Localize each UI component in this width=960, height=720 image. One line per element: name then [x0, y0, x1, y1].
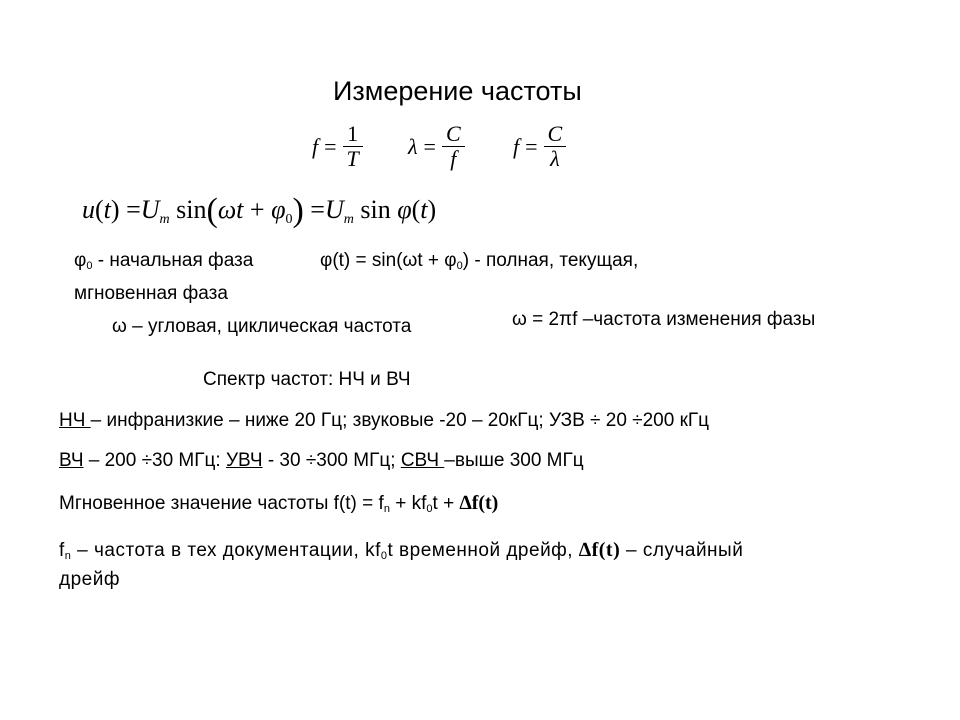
formula-sin: sin [176, 195, 207, 224]
instant-sub-0: 0 [426, 503, 433, 515]
shf-label: СВЧ [400, 450, 445, 471]
hf-line [59, 450, 584, 472]
documentation-frequency-line-cont: дрейф [59, 569, 120, 590]
uhf-text: - 30 ÷300 МГц; [262, 450, 401, 471]
formula-t: t [420, 195, 428, 224]
formula-omega: ω [217, 195, 237, 224]
formula-zero-sub: 0 [285, 212, 293, 227]
documentation-frequency-line [59, 536, 743, 570]
fraction-eq: = [525, 133, 538, 159]
formula-t: t [103, 195, 111, 224]
delta-f-term: ∆f(t) [459, 492, 499, 514]
formula-m-sub: m [343, 212, 354, 227]
formula-t: t [236, 195, 244, 224]
instant-sub-n: n [383, 503, 390, 515]
instant-text-b: + kf [389, 493, 427, 514]
lf-line [59, 410, 709, 432]
hf-text: – 200 ÷30 МГц: [83, 450, 226, 471]
phi-symbol: φ [74, 250, 87, 271]
shf-text: –выше 300 МГц [444, 450, 584, 471]
fraction-lhs: λ [408, 133, 418, 159]
full-phase-sub: 0 [456, 260, 463, 272]
instant-phase-line: мгновенная фаза [74, 283, 228, 304]
fn-sub-0: 0 [380, 550, 388, 562]
fraction-eq: = [423, 133, 436, 159]
formula-wavelength [408, 122, 465, 171]
formula-u: u [82, 195, 95, 224]
spectrum-heading: Спектр частот: НЧ и ВЧ [203, 369, 411, 390]
formula-period [312, 122, 363, 171]
omega-definition: ω = 2πf –частота изменения фазы [512, 309, 816, 330]
formula-phi: φ [397, 195, 412, 224]
lf-label: НЧ [59, 410, 91, 431]
formula-sin: sin [360, 195, 391, 224]
delta-f-term: ∆f(t) [578, 539, 621, 561]
fraction-denominator: T [346, 146, 359, 171]
formula-phi: φ [271, 195, 286, 224]
page-title: Измерение частоты [333, 76, 582, 106]
full-phase-line [320, 250, 638, 272]
fn-text-c: t временной дрейф, [387, 540, 579, 561]
fn-sub-n: n [64, 550, 72, 562]
full-phase-text-a: φ(t) = sin(ωt + φ [320, 250, 457, 271]
fraction-denominator: f [450, 146, 457, 171]
hf-label: ВЧ [59, 450, 84, 471]
fraction-numerator: C [547, 121, 563, 146]
instant-frequency-line [59, 492, 498, 515]
formula-frequency [513, 122, 566, 171]
fraction-lhs: f [513, 133, 520, 159]
formula-m-sub: m [159, 212, 170, 227]
formula-U: U [140, 195, 160, 224]
initial-phase-text: - начальная фаза [92, 250, 254, 271]
fn-text-d: – случайный [620, 540, 744, 561]
fraction-eq: = [324, 133, 337, 159]
lf-text: – инфранизкие – ниже 20 Гц; звуковые -20 – 20кГц; УЗВ ÷ 20 ÷200 кГц [90, 410, 710, 431]
initial-phase-line [74, 250, 253, 272]
uhf-label: УВЧ [225, 450, 263, 471]
fraction-numerator: 1 [347, 121, 359, 146]
fraction-numerator: C [445, 121, 461, 146]
fraction-lhs: f [312, 133, 319, 159]
fn-text-b: – частота в тех документации, kf [71, 540, 381, 561]
phi-sub: 0 [86, 260, 93, 272]
formula-U: U [324, 195, 344, 224]
instant-text-c: t + [432, 493, 460, 514]
angular-frequency-line: ω – угловая, циклическая частота [112, 316, 412, 337]
full-phase-text-b: ) - полная, текущая, [462, 250, 639, 271]
fn-text-a: f [59, 540, 65, 561]
instant-text-a: Мгновенное значение частоты f(t) = f [59, 493, 384, 514]
main-formula: u(t) =Um sin(ωt + φ0) =Um sin φ(t) [82, 192, 437, 229]
fraction-denominator: λ [550, 146, 560, 171]
